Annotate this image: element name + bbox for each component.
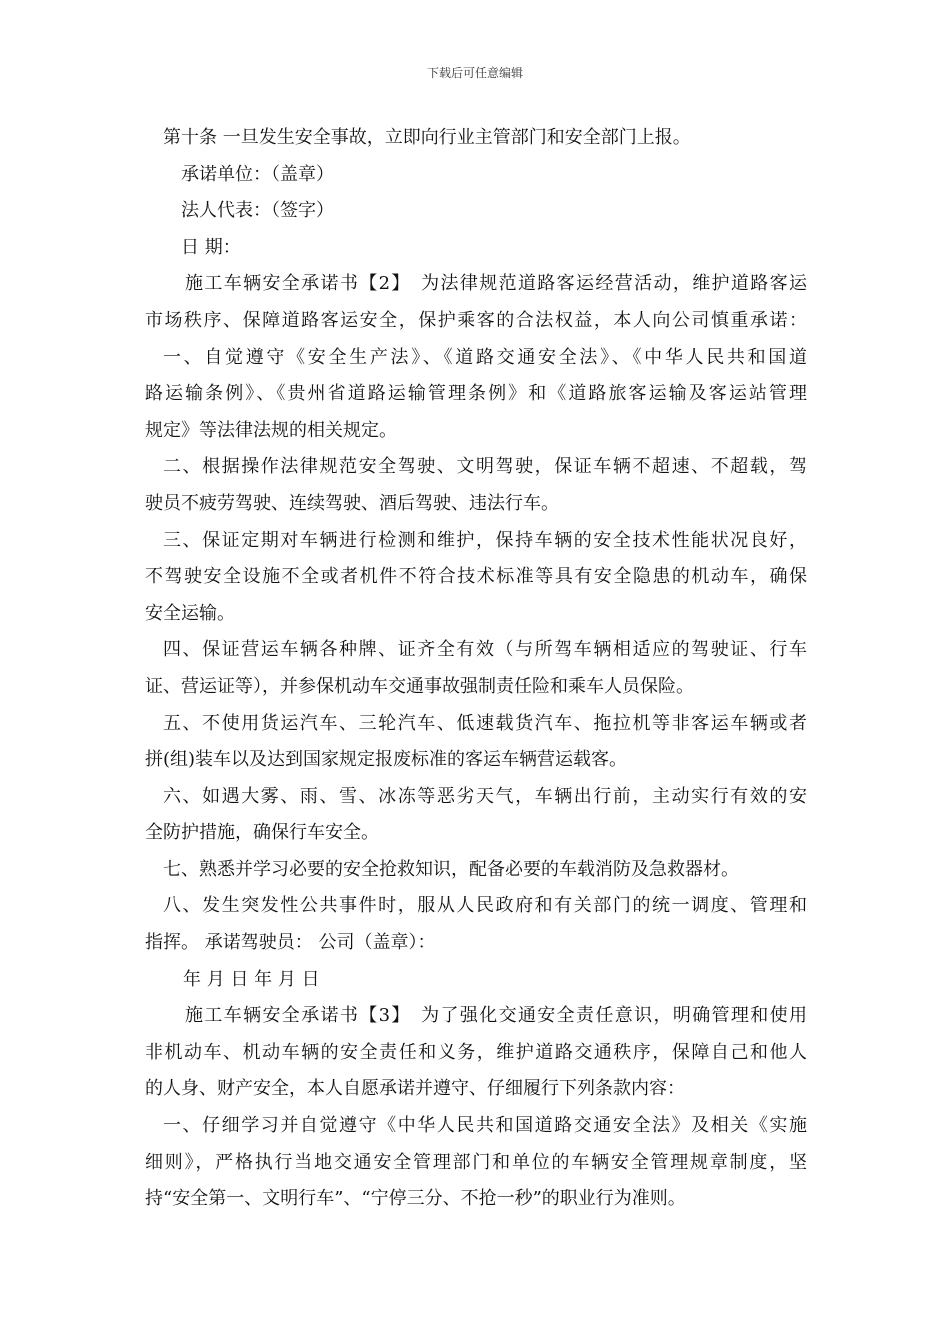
text-line: 五、不使用货运汽车、三轮汽车、低速载货汽车、拖拉机等非客运车辆或者 [163,712,807,734]
text-line: 第十条 一旦发生安全事故，立即向行业主管部门和安全部门上报。 [163,127,691,148]
text-line: 持“安全第一、文明行车”、“宁停三分、不抢一秒”的职业行为准则。 [145,1188,686,1210]
text-line: 证、营运证等），并参保机动车交通事故强制责任险和乘车人员保险。 [145,675,694,697]
document-body [145,120,807,1218]
text-line: 路运输条例》、《贵州省道路运输管理条例》和《道路旅客运输及客运站管理 [145,383,807,405]
text-line: 年 月 日 年 月 日 [183,968,320,990]
text-line: 施工车辆安全承诺书【2】 为法律规范道路客运经营活动，维护道路客运 [185,273,807,295]
text-line: 一、自觉遵守《安全生产法》、《道路交通安全法》、《中华人民共和国道 [163,346,807,368]
page-header: 下载后可任意编辑 [426,66,523,80]
text-line: 七、熟悉并学习必要的安全抢救知识，配备必要的车载消防及急救器材。 [163,858,739,880]
text-line: 一、仔细学习并自觉遵守《中华人民共和国道路交通安全法》及相关《实施 [163,1115,807,1137]
text-line: 全防护措施，确保行车安全。 [145,822,379,844]
text-line: 日 期： [181,236,241,258]
text-line: 非机动车、机动车辆的安全责任和义务，维护道路交通秩序，保障自己和他人 [145,1041,807,1063]
text-line: 拼(组)装车以及达到国家规定报废标准的客运车辆营运载客。 [145,749,628,771]
text-line: 八、发生突发性公共事件时，服从人民政府和有关部门的统一调度、管理和 [163,895,807,917]
text-line: 法人代表：（签字） [181,200,334,222]
text-line: 指挥。 承诺驾驶员： 公司（盖章）： [145,932,436,954]
text-line: 细则》，严格执行当地交通安全管理部门和单位的车辆安全管理规章制度，坚 [145,1151,807,1173]
text-line: 的人身、财产安全，本人自愿承诺并遵守、仔细履行下列条款内容： [145,1078,685,1100]
text-line: 不驾驶安全设施不全或者机件不符合技术标准等具有安全隐患的机动车，确保 [145,566,807,588]
text-line: 施工车辆安全承诺书【3】 为了强化交通安全责任意识，明确管理和使用 [185,1005,807,1027]
text-line: 四、保证营运车辆各种牌、证齐全有效（与所驾车辆相适应的驾驶证、行车 [163,639,807,661]
text-line: 六、如遇大雾、雨、雪、冰冻等恶劣天气，车辆出行前，主动实行有效的安 [163,785,807,807]
text-line: 安全运输。 [145,602,235,624]
text-line: 驶员不疲劳驾驶、连续驾驶、酒后驾驶、违法行车。 [145,492,559,514]
text-line: 三、保证定期对车辆进行检测和维护，保持车辆的安全技术性能状况良好， [163,529,807,551]
text-line: 市场秩序、保障道路客运安全，保护乘客的合法权益，本人向公司慎重承诺： [145,309,807,331]
text-line: 承诺单位：（盖章） [181,163,334,185]
text-line: 二、根据操作法律规范安全驾驶、文明驾驶，保证车辆不超速、不超载，驾 [163,456,807,478]
text-line: 规定》等法律法规的相关规定。 [145,419,397,441]
